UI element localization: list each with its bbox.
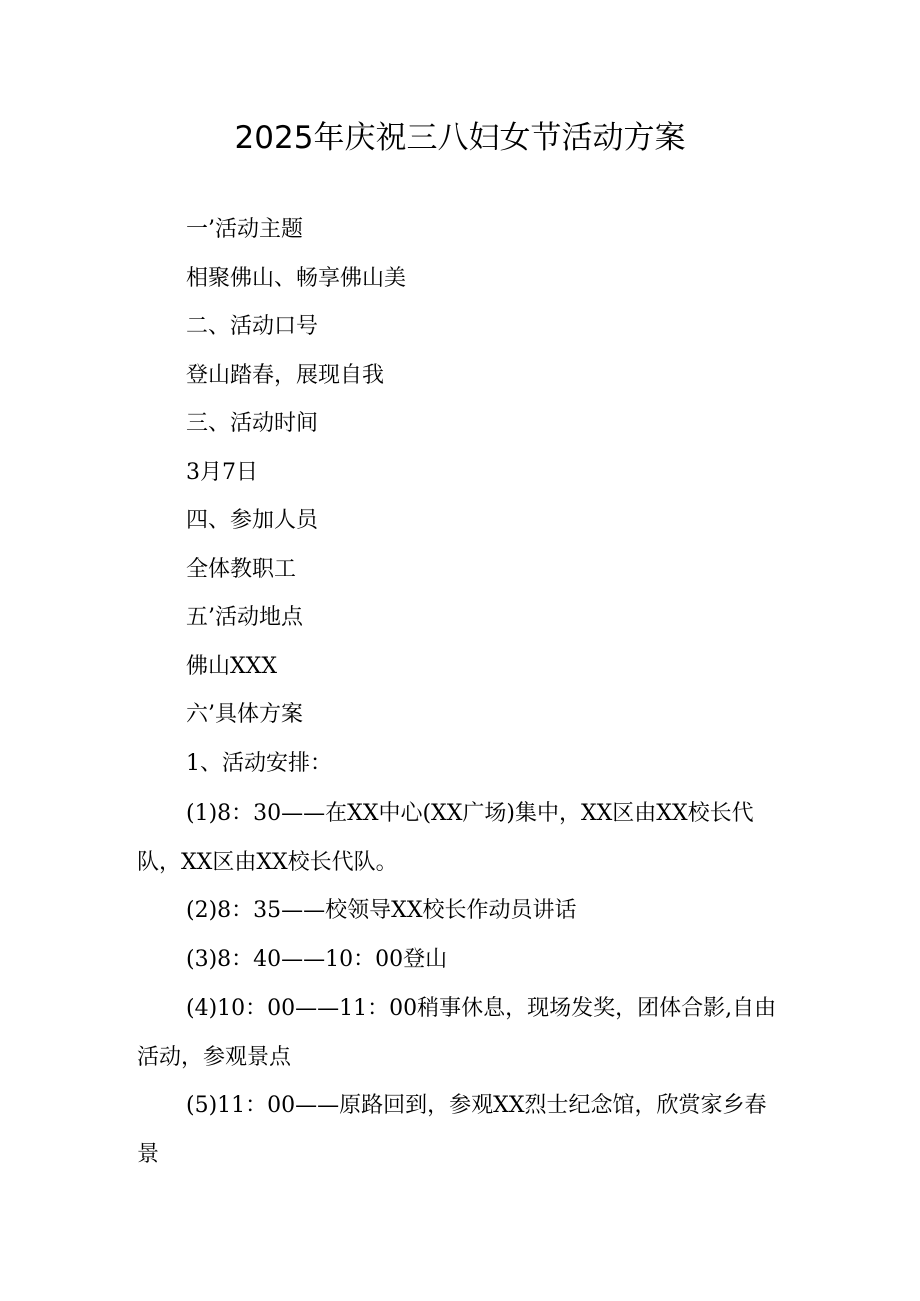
section-text-participants: 全体教职工	[186, 557, 297, 582]
document-title: 2025年庆祝三八妇女节活动方案	[234, 120, 686, 156]
schedule-item-1: (1)8：30——在XX中心(XX广场)集中，XX区由XX校长代队，XX区由XX校长代队。	[137, 801, 754, 875]
section-heading-theme: 一’活动主题	[186, 217, 303, 242]
section-heading-participants: 四、参加人员	[186, 508, 319, 533]
schedule-item-4: (4)10：00——11：00稍事休息，现场发奖，团体合影,自由活动，参观景点	[137, 996, 777, 1070]
section-heading-location: 五’活动地点	[186, 605, 303, 630]
section-text-theme: 相聚佛山、畅享佛山美	[186, 266, 407, 291]
schedule-item-2: (2)8：35——校领导XX校长作动员讲话	[186, 898, 577, 923]
section-heading-plan: 六’具体方案	[186, 702, 303, 727]
section-heading-slogan: 二、活动口号	[186, 314, 319, 339]
subsection-heading-arrangement: 1、活动安排：	[186, 751, 332, 776]
section-text-location: 佛山XXX	[186, 654, 277, 679]
section-heading-time: 三、活动时间	[186, 411, 319, 436]
section-text-slogan: 登山踏春，展现自我	[186, 363, 385, 388]
section-text-time: 3月7日	[186, 460, 258, 485]
schedule-item-3: (3)8：40——10：00登山	[186, 947, 448, 972]
schedule-item-5: (5)11：00——原路回到，参观XX烈士纪念馆，欣赏家乡春景	[137, 1093, 767, 1167]
